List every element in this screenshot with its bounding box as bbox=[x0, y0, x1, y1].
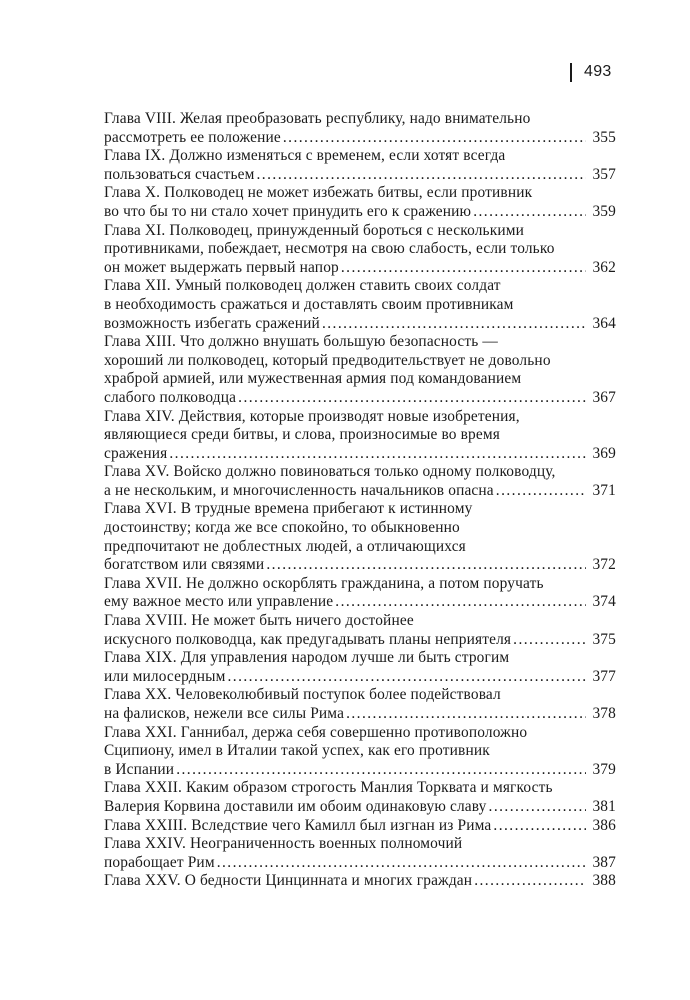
toc-entry-line: Глава XIX. Для управления народом лучше ли быть строгим bbox=[104, 649, 510, 667]
toc-entry-line: хороший ли полководец, который предводительствует не довольно bbox=[104, 351, 551, 369]
dot-leader bbox=[217, 854, 586, 873]
toc-entry bbox=[104, 724, 616, 780]
toc-entry bbox=[104, 612, 616, 649]
toc-entry-last-line bbox=[104, 668, 616, 687]
toc-entry-line: достоинству; когда же все спокойно, то обыкновенно bbox=[104, 519, 460, 537]
toc-page-number: 387 bbox=[592, 853, 616, 871]
page-header bbox=[570, 62, 612, 82]
toc-entry-line: Глава XI. Полководец, принужденный бороться с несколькими bbox=[104, 221, 525, 239]
toc-entry-line: Глава XXIII. Вследствие чего Камилл был изгнан из Рима bbox=[104, 816, 492, 834]
dot-leader bbox=[238, 389, 586, 408]
toc-page-number: 355 bbox=[592, 128, 616, 146]
toc-entry-line: Глава XV. Войско должно повиноваться только одному полководцу, bbox=[104, 463, 556, 481]
toc-entry-line: Глава XII. Умный полководец должен ставить своих солдат bbox=[104, 277, 501, 295]
toc-entry-last-line bbox=[104, 872, 616, 891]
dot-leader bbox=[169, 445, 586, 464]
toc-page-number: 378 bbox=[592, 705, 616, 722]
dot-leader bbox=[496, 482, 586, 501]
toc-entry bbox=[104, 817, 616, 836]
toc-page-number: 379 bbox=[592, 760, 616, 778]
toc-page-number: 357 bbox=[592, 165, 616, 183]
toc-entry-last-line bbox=[104, 854, 616, 873]
toc-entry-line: искусного полководца, как предугадывать планы неприятеля bbox=[104, 630, 512, 648]
toc-entry-line: Глава X. Полководец не может избежать битвы, если противник bbox=[104, 184, 533, 202]
toc-entry-last-line bbox=[104, 631, 616, 650]
toc-entry-line: он может выдержать первый напор bbox=[104, 258, 339, 276]
toc-entry-last-line bbox=[104, 798, 616, 817]
toc-entry-line: Глава XX. Человеколюбивый поступок более подействовал bbox=[104, 686, 501, 704]
toc-page-number: 372 bbox=[592, 556, 616, 574]
toc-entry bbox=[104, 184, 616, 221]
toc-entry-last-line bbox=[104, 129, 616, 148]
toc-page-number: 377 bbox=[592, 667, 616, 685]
toc-entry bbox=[104, 872, 616, 891]
toc-entry-line: Глава XVII. Не должно оскорблять гражданина, а потом поручать bbox=[104, 574, 544, 592]
toc-entry-line: Глава XIII. Что должно внушать большую безопасность — bbox=[104, 333, 498, 351]
toc-entry bbox=[104, 408, 616, 464]
dot-leader bbox=[513, 631, 586, 650]
toc-entry-line: во что бы то ни стало хочет принудить его к сражению bbox=[104, 202, 472, 220]
toc-entry-line: Сципиону, имел в Италии такой успех, как его противник bbox=[104, 742, 490, 760]
toc-entry bbox=[104, 222, 616, 278]
dot-leader bbox=[283, 129, 586, 148]
dot-leader bbox=[489, 798, 586, 817]
toc-entry-last-line bbox=[104, 817, 616, 836]
toc-entry-line: в Испании bbox=[104, 760, 175, 778]
page-number-rule bbox=[570, 63, 572, 82]
toc-entry-line: порабощает Рим bbox=[104, 853, 215, 871]
toc-entry bbox=[104, 333, 616, 407]
dot-leader bbox=[257, 166, 586, 185]
toc-entry bbox=[104, 110, 616, 147]
toc-entry-line: в необходимость сражаться и доставлять своим противникам bbox=[104, 295, 514, 313]
toc-entry-line: являющиеся среди битвы, и слова, произносимые во время bbox=[104, 426, 501, 444]
toc-entry-last-line bbox=[104, 556, 616, 575]
toc-page-number: 364 bbox=[592, 314, 616, 332]
toc-entry-line: Глава VIII. Желая преобразовать республику, надо внимательно bbox=[104, 110, 531, 127]
toc-entry-line: Глава XIV. Действия, которые производят новые изобретения, bbox=[104, 407, 520, 425]
toc-entry bbox=[104, 463, 616, 500]
toc-entry bbox=[104, 686, 616, 723]
toc-page-number: 359 bbox=[592, 202, 616, 220]
toc-entry-line: пользоваться счастьем bbox=[104, 165, 255, 183]
dot-leader bbox=[266, 556, 586, 575]
toc-entry-line: а не нескольким, и многочисленность начальников опасна bbox=[104, 481, 494, 499]
toc-entry-last-line bbox=[104, 593, 616, 612]
toc-page-number: 375 bbox=[592, 630, 616, 648]
dot-leader bbox=[322, 315, 586, 334]
toc-entry bbox=[104, 779, 616, 816]
toc-entry-line: рассмотреть ее положение bbox=[104, 128, 281, 146]
toc-entry-line: или милосердным bbox=[104, 667, 226, 685]
toc-entry-line: предпочитают не доблестных людей, а отличающихся bbox=[104, 537, 466, 555]
page-number: 493 bbox=[584, 63, 612, 80]
dot-leader bbox=[227, 668, 586, 687]
dot-leader bbox=[493, 817, 586, 836]
dot-leader bbox=[473, 203, 586, 222]
toc-entry bbox=[104, 649, 616, 686]
toc-entry bbox=[104, 277, 616, 333]
toc-entry-last-line bbox=[104, 203, 616, 222]
toc-entry-line: Глава XXI. Ганнибал, держа себя совершенно противоположно bbox=[104, 723, 528, 741]
dot-leader bbox=[176, 761, 586, 780]
toc-entry bbox=[104, 500, 616, 574]
toc-page-number: 371 bbox=[592, 481, 616, 499]
toc-entry-last-line bbox=[104, 389, 616, 408]
toc-page-number: 369 bbox=[592, 444, 616, 462]
toc-entry-line: Глава XXV. О бедности Цинцинната и многих граждан bbox=[104, 872, 473, 890]
dot-leader bbox=[346, 705, 586, 724]
toc-page-number: 374 bbox=[592, 593, 616, 611]
dot-leader bbox=[335, 593, 586, 612]
toc-entry-last-line bbox=[104, 166, 616, 185]
toc-entry-line: на фалисков, нежели все силы Рима bbox=[104, 705, 345, 722]
toc-entry-line: Глава XXIV. Неограниченность военных полномочий bbox=[104, 835, 463, 853]
toc-entry-line: противниками, побеждает, несмотря на свою слабость, если только bbox=[104, 240, 555, 258]
toc-page-number: 381 bbox=[592, 797, 616, 815]
toc-entry-line: храброй армией, или мужественная армия под командованием bbox=[104, 370, 522, 388]
toc-entry-last-line bbox=[104, 259, 616, 278]
toc-entry-line: ему важное место или управление bbox=[104, 593, 334, 611]
toc-entry-line: Глава XXII. Каким образом строгость Манлия Торквата и мягкость bbox=[104, 779, 553, 797]
dot-leader bbox=[341, 259, 586, 278]
table-of-contents bbox=[104, 110, 616, 891]
toc-entry-last-line bbox=[104, 761, 616, 780]
toc-page-number: 367 bbox=[592, 388, 616, 406]
toc-entry-line: Глава XVIII. Не может быть ничего достойнее bbox=[104, 612, 414, 630]
toc-entry-line: Глава XVI. В трудные времена прибегают к истинному bbox=[104, 500, 473, 518]
toc-page-number: 386 bbox=[592, 816, 616, 834]
toc-entry-last-line bbox=[104, 705, 616, 724]
toc-entry-line: Валерия Корвина доставили им обоим одинаковую славу bbox=[104, 797, 487, 815]
toc-entry bbox=[104, 147, 616, 184]
toc-entry-last-line bbox=[104, 315, 616, 334]
toc-entry-line: богатством или связями bbox=[104, 556, 265, 574]
toc-entry-last-line bbox=[104, 445, 616, 464]
toc-entry-last-line bbox=[104, 482, 616, 501]
toc-entry bbox=[104, 835, 616, 872]
toc-page-number: 388 bbox=[592, 872, 616, 890]
toc-entry-line: Глава IX. Должно изменяться с временем, если хотят всегда bbox=[104, 147, 506, 165]
toc-entry bbox=[104, 575, 616, 612]
toc-entry-line: слабого полководца bbox=[104, 388, 237, 406]
dot-leader bbox=[474, 872, 586, 891]
toc-entry-line: возможность избегать сражений bbox=[104, 314, 320, 332]
toc-entry-line: сражения bbox=[104, 444, 168, 462]
toc-page-number: 362 bbox=[592, 258, 616, 276]
